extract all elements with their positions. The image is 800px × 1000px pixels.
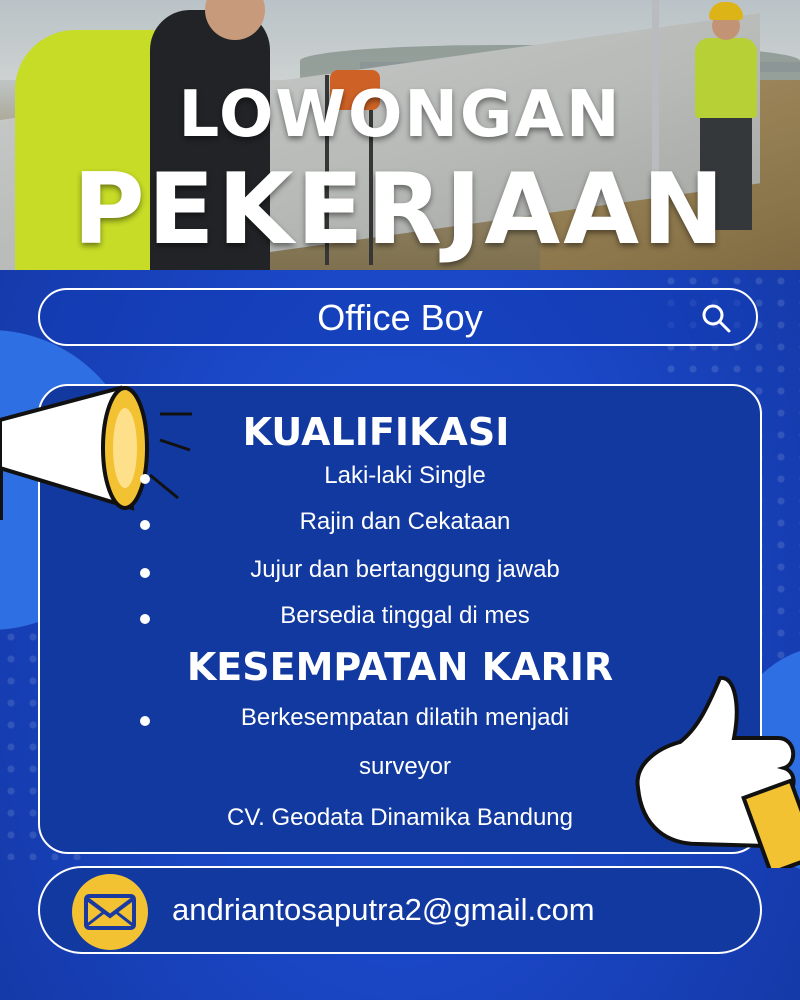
- bullet: [140, 568, 150, 578]
- bullet: [140, 614, 150, 624]
- job-title: Office Boy: [317, 297, 483, 338]
- headline-pekerjaan: PEKERJAAN: [72, 153, 728, 267]
- qualification-item: Rajin dan Cekataan: [299, 508, 511, 535]
- company-name: CV. Geodata Dinamika Bandung: [226, 804, 573, 831]
- email-address[interactable]: andriantosaputra2@gmail.com: [172, 892, 595, 927]
- bullet: [140, 520, 150, 530]
- contact-email-bar[interactable]: [38, 866, 762, 954]
- job-search-bar[interactable]: [38, 288, 758, 346]
- qualification-item: Bersedia tinggal di mes: [280, 602, 530, 629]
- headline-lowongan: LOWONGAN: [178, 78, 622, 152]
- qualification-item: Laki-laki Single: [324, 462, 486, 489]
- envelope-icon: [84, 892, 136, 932]
- qualifications-title: KUALIFIKASI: [242, 410, 510, 454]
- career-item-continued: surveyor: [358, 753, 452, 780]
- qualification-item: Jujur dan bertanggung jawab: [250, 556, 560, 583]
- career-item: Berkesempatan dilatih menjadi: [240, 704, 570, 731]
- search-icon[interactable]: [700, 302, 732, 334]
- career-title: KESEMPATAN KARIR: [186, 645, 614, 689]
- bullet: [140, 474, 150, 484]
- thumbs-up-icon: [628, 668, 800, 868]
- envelope-badge: [72, 874, 148, 950]
- bullet: [140, 716, 150, 726]
